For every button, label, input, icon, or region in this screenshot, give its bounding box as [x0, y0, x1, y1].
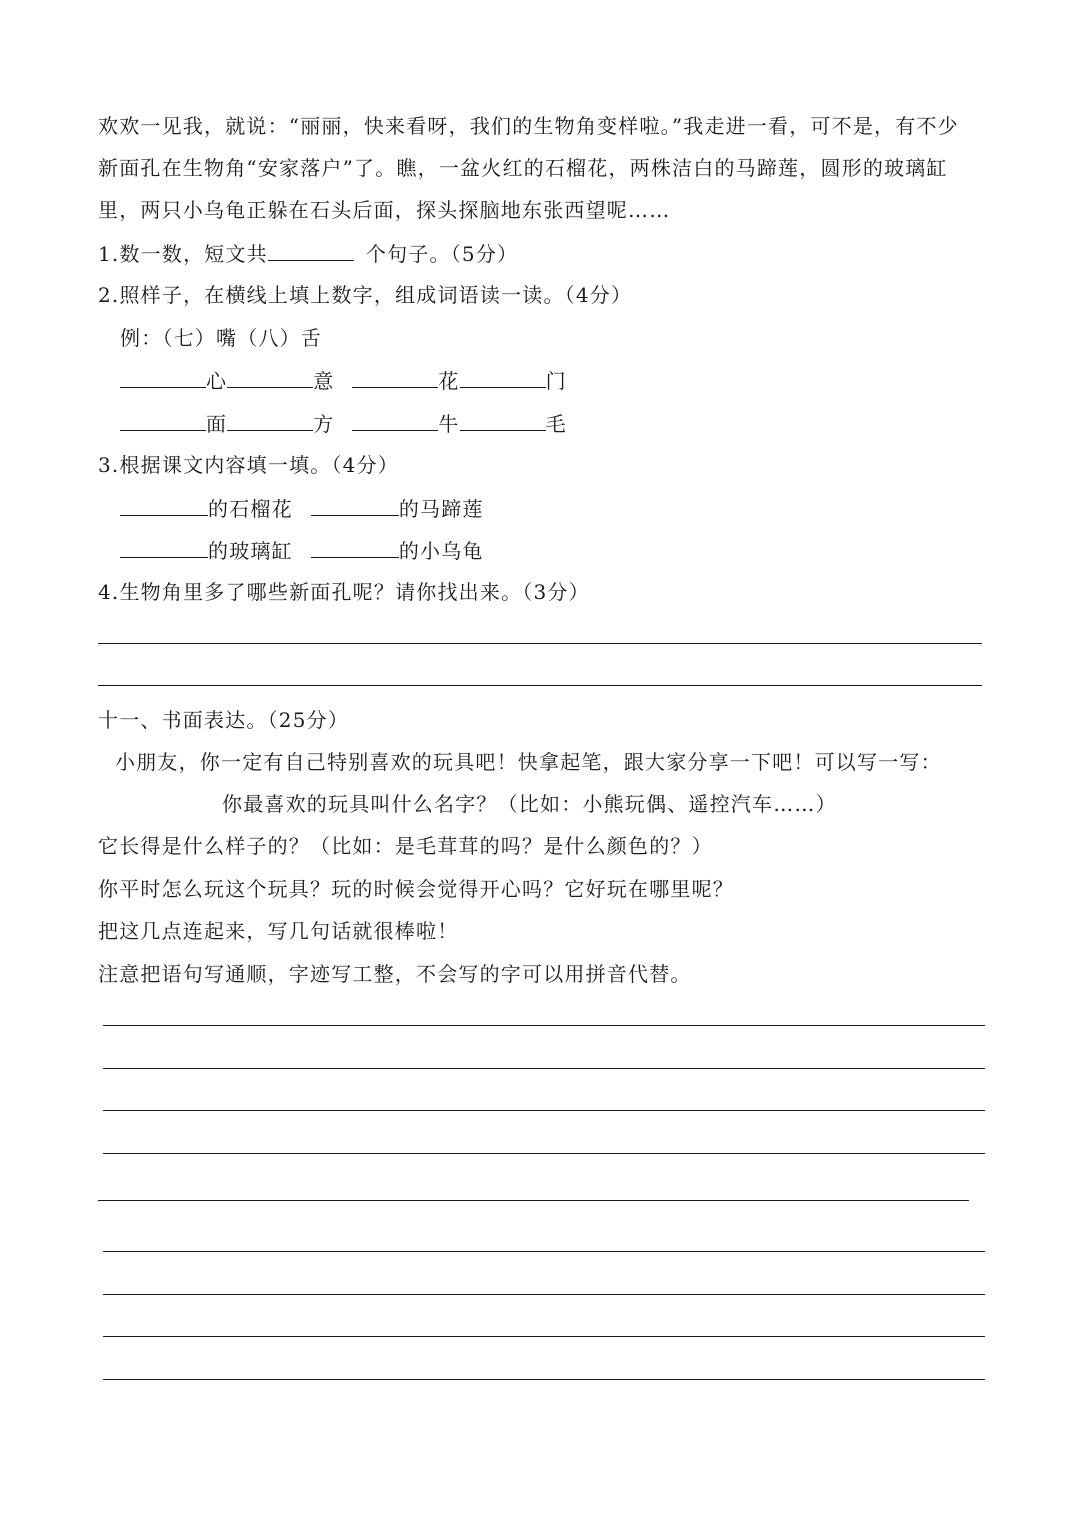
adjective-blank[interactable]: [311, 496, 399, 516]
example-number-2: （八）: [237, 326, 301, 350]
writing-line[interactable]: [98, 1200, 969, 1201]
writing-line[interactable]: [103, 1294, 985, 1295]
number-blank[interactable]: [120, 368, 206, 388]
example-label: 例：: [120, 326, 163, 350]
phrase-suffix: 的马蹄莲: [398, 497, 484, 521]
phrase-suffix: 的小乌龟: [398, 539, 484, 563]
question-3-prompt: 3.根据课文内容填一填。（4分）: [98, 453, 400, 477]
passage-line-2: 新面孔在生物角“安家落户”了。瞧，一盆火红的石榴花，两株洁白的马蹄莲，圆形的玻璃缸: [98, 156, 948, 180]
example-word-2: 舌: [300, 326, 323, 350]
phrase-suffix: 的玻璃缸: [208, 539, 293, 563]
sentence-count-blank[interactable]: [268, 241, 354, 261]
writing-line[interactable]: [103, 1379, 985, 1380]
question-3-row-1: [120, 496, 484, 521]
adjective-blank[interactable]: [120, 496, 208, 516]
writing-line[interactable]: [103, 1025, 985, 1026]
writing-note: 注意把语句写通顺，字迹写工整，不会写的字可以用拼音代替。: [98, 962, 692, 986]
writing-intro: 小朋友，你一定有自己特别喜欢的玩具吧！快拿起笔，跟大家分享一下吧！可以写一写：: [115, 750, 942, 774]
adjective-blank[interactable]: [311, 538, 399, 558]
question-1-text: 1.数一数，短文共: [98, 242, 268, 266]
question-4-prompt: 4.生物角里多了哪些新面孔呢？请你找出来。（3分）: [98, 580, 590, 604]
writing-line[interactable]: [103, 1110, 985, 1111]
writing-heading: 十一、书面表达。（25分）: [98, 708, 350, 732]
number-blank[interactable]: [352, 411, 438, 431]
example-word-1: 嘴: [216, 326, 238, 350]
idiom-char: 门: [545, 369, 567, 393]
answer-line[interactable]: [98, 643, 982, 644]
answer-line[interactable]: [98, 685, 982, 686]
question-3-row-2: [120, 538, 484, 563]
passage-line-3: 里，两只小乌龟正躲在石头后面，探头探脑地东张西望呢……: [98, 198, 671, 222]
number-blank[interactable]: [460, 411, 546, 431]
idiom-char: 花: [438, 369, 460, 393]
number-blank[interactable]: [460, 368, 546, 388]
writing-prompt-2: 它长得是什么样子的？（比如：是毛茸茸的吗？是什么颜色的？）: [98, 834, 713, 858]
writing-line[interactable]: [103, 1153, 985, 1154]
idiom-char: 牛: [438, 412, 460, 436]
question-2-example: [120, 326, 322, 350]
question-2-prompt: 2.照样子，在横线上填上数字，组成词语读一读。（4分）: [98, 283, 633, 307]
question-1-suffix: 个句子。（5分）: [365, 242, 519, 266]
number-blank[interactable]: [120, 411, 206, 431]
passage-line-1: 欢欢一见我，就说：“丽丽，快来看呀，我们的生物角变样啦。”我走进一看，可不是，有不少: [98, 114, 959, 138]
writing-line[interactable]: [103, 1068, 985, 1069]
writing-prompt-3: 你平时怎么玩这个玩具？玩的时候会觉得开心吗？它好玩在哪里呢？: [98, 877, 734, 901]
idiom-char: 意: [313, 369, 335, 393]
phrase-suffix: 的石榴花: [208, 497, 293, 521]
writing-line[interactable]: [103, 1336, 985, 1337]
question-2-row-1: [120, 368, 567, 393]
writing-prompt-1: 你最喜欢的玩具叫什么名字？（比如：小熊玩偶、遥控汽车……）: [222, 792, 837, 816]
writing-prompt-4: 把这几点连起来，写几句话就很棒啦！: [98, 919, 459, 943]
question-1: [98, 241, 518, 266]
question-2-row-2: [120, 411, 567, 436]
adjective-blank[interactable]: [120, 538, 208, 558]
idiom-char: 方: [313, 412, 335, 436]
writing-line[interactable]: [103, 1251, 985, 1252]
example-number-1: （七）: [162, 326, 217, 350]
idiom-char: 心: [206, 369, 228, 393]
number-blank[interactable]: [227, 411, 313, 431]
number-blank[interactable]: [227, 368, 313, 388]
number-blank[interactable]: [352, 368, 438, 388]
idiom-char: 毛: [545, 412, 567, 436]
idiom-char: 面: [206, 412, 228, 436]
